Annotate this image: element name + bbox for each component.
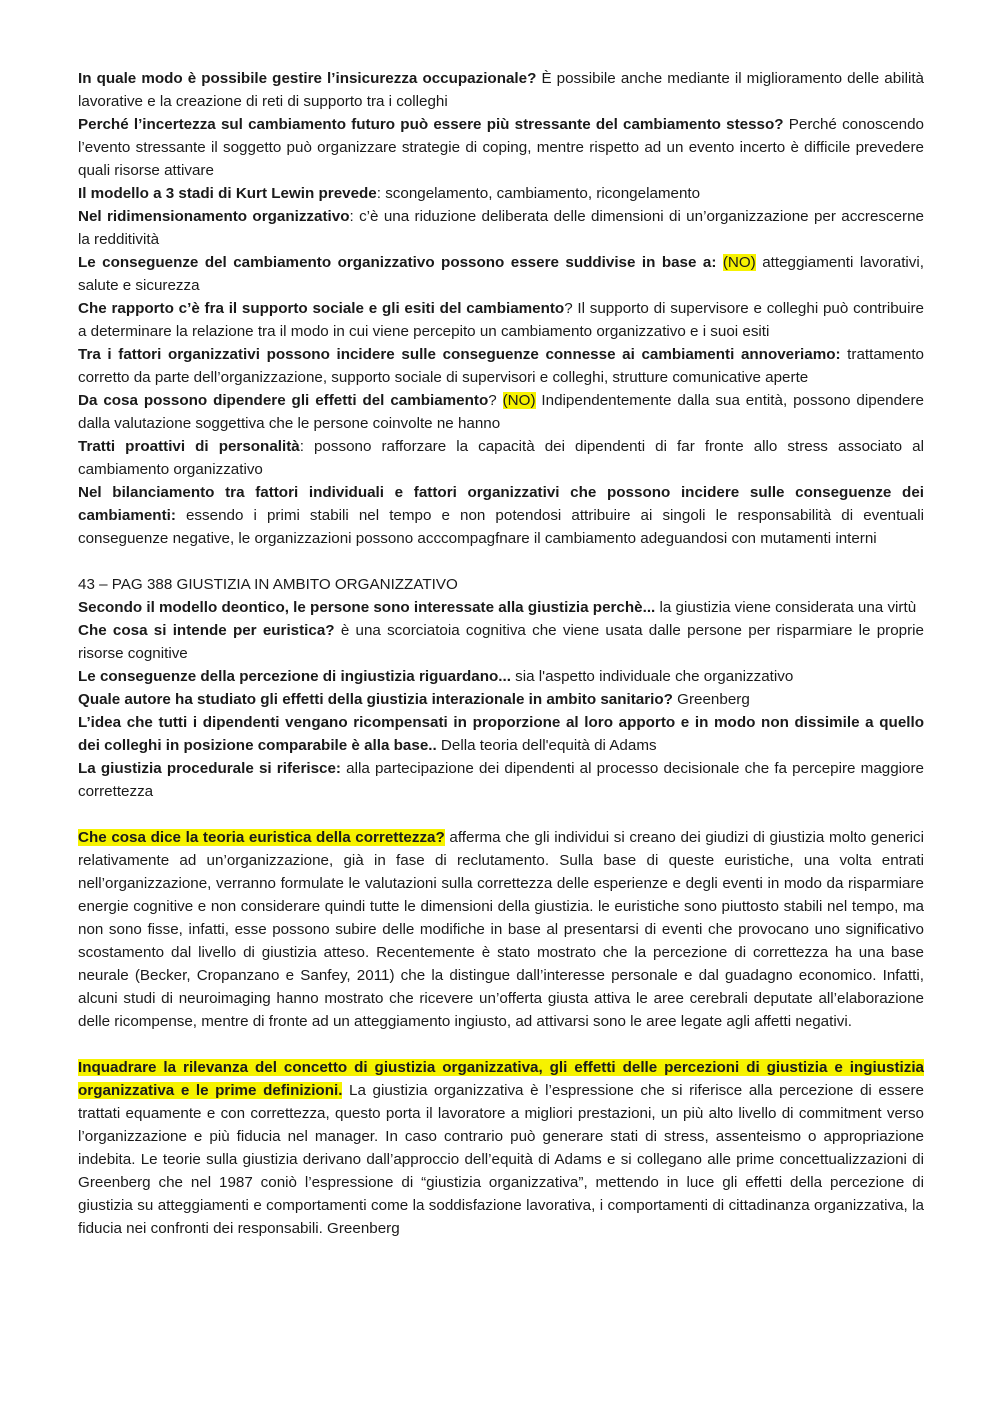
answer: Della teoria dell'equità di Adams: [436, 737, 657, 754]
answer: essendo i primi stabili nel tempo e non potendosi attribuire ai singoli le responsabilità di eventuali conseguenze negative, le organizzazioni possono acccompagfnare il cambiamento adeguandosi con mutamenti interni: [78, 507, 924, 547]
qa-item: [78, 251, 924, 297]
answer: È possibile anche mediante il miglioramento delle abilità lavorative e la creazione di reti di supporto tra i colleghi: [78, 70, 924, 110]
qa-item: [78, 435, 924, 481]
answer: è una scorciatoia cognitiva che viene usata dalle persone per risparmiare le proprie risorse cognitive: [78, 622, 924, 662]
question: Le conseguenze della percezione di ingiustizia riguardano...: [78, 668, 511, 685]
answer: afferma che gli individui si creano dei giudizi di giustizia molto generici relativamente ad un’organizzazione, già in fase di reclutamento. Sulla base di queste euristiche, una volta entrati nell’organizzazione, verranno formulate le valutazioni sulla correttezza delle esperienze e degli eventi in modo da risparmiare energie cognitive e non considerare quindi tutte le dimensioni della giustizia. le euristiche sono piuttosto stabili nel tempo, ma non sono fisse, infatti, esse possono subire delle modifiche in base al presentarsi di eventi che provocano uno significativo scostamento dal livello di giustizia atteso. Recentemente è stato mostrato che la percezione di correttezza ha una base neurale (Becker, Cropanzano e Sanfey, 2011) che la distingue dall’interesse personale e dal guadagno economico. Infatti, alcuni studi di neuroimaging hanno mostrato che ricevere un’offerta giusta attiva le aree cerebrali deputate all’elaborazione delle ricompense, mentre di fronte ad un atteggiamento ingiusto, ad attivarsi sono le aree legate agli affetti negativi.: [78, 829, 924, 1030]
qa-item: [78, 1056, 924, 1240]
spacer: [78, 550, 924, 573]
qa-item: [78, 619, 924, 665]
answer: : c’è una riduzione deliberata delle dimensioni di un’organizzazione per accrescerne la redditività: [78, 208, 924, 248]
question: Quale autore ha studiato gli effetti della giustizia interazionale in ambito sanitario?: [78, 691, 673, 708]
qa-item: [78, 182, 924, 205]
answer: ? Il supporto di supervisore e colleghi può contribuire a determinare la relazione tra il modo in cui viene percepito un cambiamento organizzativo e i suoi esiti: [78, 300, 924, 340]
question: Perché l’incertezza sul cambiamento futuro può essere più stressante del cambiamento stesso?: [78, 116, 784, 133]
qa-item: [78, 665, 924, 688]
answer-prefix: ?: [488, 392, 503, 409]
qa-item: [78, 205, 924, 251]
qa-item: [78, 596, 924, 619]
document-body: [78, 67, 924, 1240]
highlighted-question: Che cosa dice la teoria euristica della correttezza?: [78, 829, 445, 846]
qa-item: [78, 297, 924, 343]
answer: Greenberg: [672, 691, 750, 708]
qa-item: [78, 688, 924, 711]
answer: sia l'aspetto individuale che organizzativo: [510, 668, 794, 685]
answer: Indipendentemente dalla sua entità, possono dipendere dalla valutazione soggettiva che le persone coinvolte ne hanno: [78, 392, 924, 432]
answer: : scongelamento, cambiamento, ricongelamento: [376, 185, 701, 202]
question: L’idea che tutti i dipendenti vengano ricompensati in proporzione al loro apporto e in modo non dissimile a quello dei colleghi in posizione comparabile è alla base..: [78, 714, 924, 754]
spacer: [78, 803, 924, 826]
qa-item: [78, 67, 924, 113]
answer: : possono rafforzare la capacità dei dipendenti di far fronte allo stress associato al cambiamento organizzativo: [78, 438, 924, 478]
no-tag: (NO): [502, 392, 536, 409]
question: Che rapporto c’è fra il supporto sociale e gli esiti del cambiamento: [78, 300, 565, 317]
question: Tra i fattori organizzativi possono incidere sulle conseguenze connesse ai cambiamenti annoveriamo:: [78, 346, 841, 363]
answer: atteggiamenti lavorativi, salute e sicurezza: [78, 254, 924, 294]
answer: trattamento corretto da parte dell’organizzazione, supporto sociale di supervisori e colleghi, strutture comunicative aperte: [78, 346, 924, 386]
question: La giustizia procedurale si riferisce:: [78, 760, 341, 777]
question: Le conseguenze del cambiamento organizzativo possono essere suddivise in base a:: [78, 254, 717, 271]
spacer: [78, 1033, 924, 1056]
answer: la giustizia viene considerata una virtù: [655, 599, 917, 616]
qa-item: [78, 389, 924, 435]
section-heading: 43 – PAG 388 GIUSTIZIA IN AMBITO ORGANIZZATIVO: [78, 576, 458, 593]
question: Da cosa possono dipendere gli effetti del cambiamento: [78, 392, 489, 409]
qa-item: [78, 757, 924, 803]
question: Tratti proattivi di personalità: [78, 438, 300, 455]
answer: La giustizia organizzativa è l’espressione che si riferisce alla percezione di essere trattati equamente e con correttezza, questo porta il lavoratore a migliori prestazioni, un più alto livello di commitment verso l’organizzazione e più fiducia nel manager. In caso contrario può generare stati di stress, assenteismo o appropriazione indebita. Le teorie sulla giustizia derivano dall’approccio dell’equità di Adams e si collegano alle prime concettualizzazioni di Greenberg che nel 1987 coniò l’espressione di “giustizia organizzativa”, mettendo in luce gli effetti della percezione di giustizia su atteggiamenti e comportamenti come la soddisfazione lavorativa, i comportamenti di cittadinanza organizzativa, la fiducia nei confronti dei responsabili. Greenberg: [78, 1082, 924, 1237]
qa-item: [78, 481, 924, 550]
question: Che cosa si intende per euristica?: [78, 622, 335, 639]
question: Nel ridimensionamento organizzativo: [78, 208, 350, 225]
question: Il modello a 3 stadi di Kurt Lewin prevede: [78, 185, 377, 202]
question: Nel bilanciamento tra fattori individuali e fattori organizzativi che possono incidere sulle conseguenze dei cambiamenti:: [78, 484, 924, 524]
qa-item: [78, 711, 924, 757]
question: Secondo il modello deontico, le persone sono interessate alla giustizia perchè...: [78, 599, 656, 616]
qa-item: [78, 826, 924, 1033]
qa-item: [78, 343, 924, 389]
no-tag: (NO): [722, 254, 756, 271]
question: In quale modo è possibile gestire l’insicurezza occupazionale?: [78, 70, 537, 87]
answer: alla partecipazione dei dipendenti al processo decisionale che fa percepire maggiore correttezza: [78, 760, 924, 800]
highlighted-question: Inquadrare la rilevanza del concetto di giustizia organizzativa, gli effetti delle percezioni di giustizia e ingiustizia organizzativa e le prime definizioni.: [78, 1059, 924, 1099]
qa-item: [78, 113, 924, 182]
answer: Perché conoscendo l’evento stressante il soggetto può organizzare strategie di coping, mentre rispetto ad un evento incerto è difficile prevedere quali risorse attivare: [78, 116, 924, 179]
